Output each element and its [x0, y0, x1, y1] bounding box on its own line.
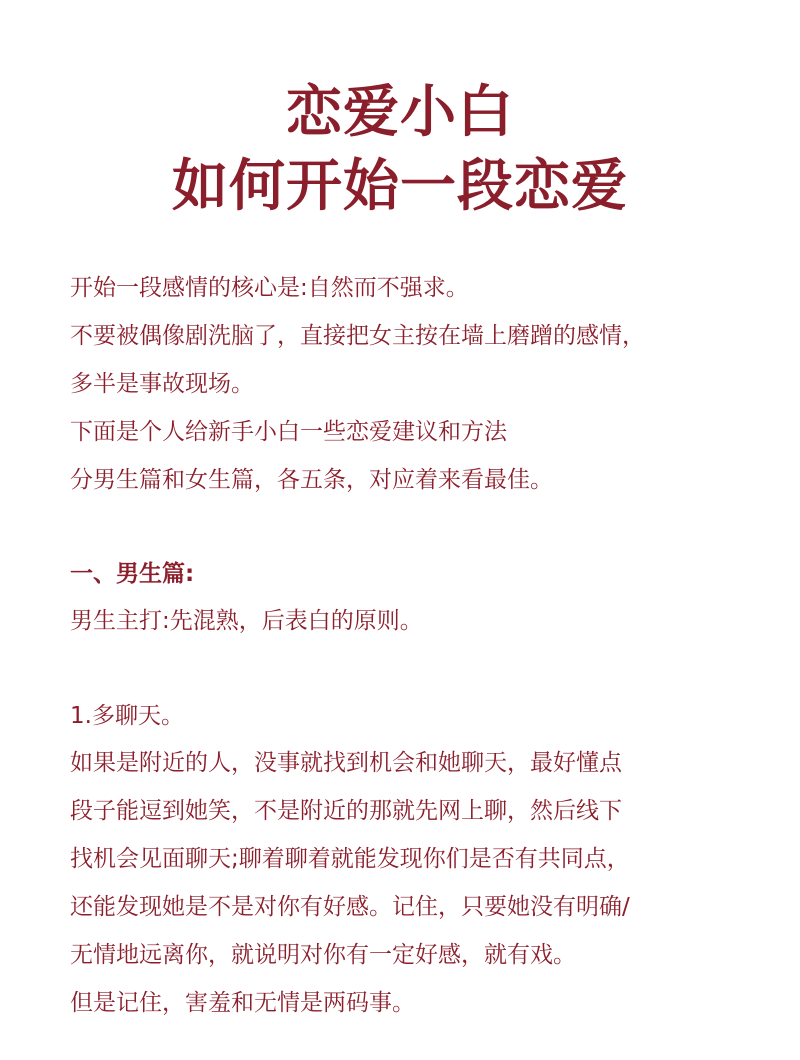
item-1-line-4: 还能发现她是不是对你有好感。记住，只要她没有明确/: [70, 894, 630, 920]
intro-line-3: 多半是事故现场。: [70, 371, 254, 397]
item-1-line-6: 但是记住，害羞和无情是两码事。: [70, 990, 415, 1016]
intro-line-2: 不要被偶像剧洗脑了，直接把女主按在墙上磨蹭的感情，: [70, 323, 645, 349]
section-principle: 男生主打:先混熟，后表白的原则。: [70, 608, 423, 634]
item-1-line-5: 无情地远离你，就说明对你有一定好感，就有戏。: [70, 942, 576, 968]
item-1-line-1: 如果是附近的人，没事就找到机会和她聊天，最好懂点: [70, 750, 622, 776]
section-heading-male: 一、男生篇:: [70, 561, 195, 587]
item-1-title: 1.多聊天。: [70, 703, 184, 729]
item-1-line-3: 找机会见面聊天;聊着聊着就能发现你们是否有共同点，: [70, 846, 630, 872]
intro-line-4: 下面是个人给新手小白一些恋爱建议和方法: [70, 419, 507, 445]
intro-line-1: 开始一段感情的核心是:自然而不强求。: [70, 275, 469, 301]
title-line-1: 恋爱小白: [286, 80, 514, 145]
item-1-line-2: 段子能逗到她笑，不是附近的那就先网上聊，然后线下: [70, 798, 622, 824]
title-line-2: 如何开始一段恋爱: [172, 154, 628, 219]
intro-line-5: 分男生篇和女生篇，各五条，对应着来看最佳。: [70, 467, 553, 493]
